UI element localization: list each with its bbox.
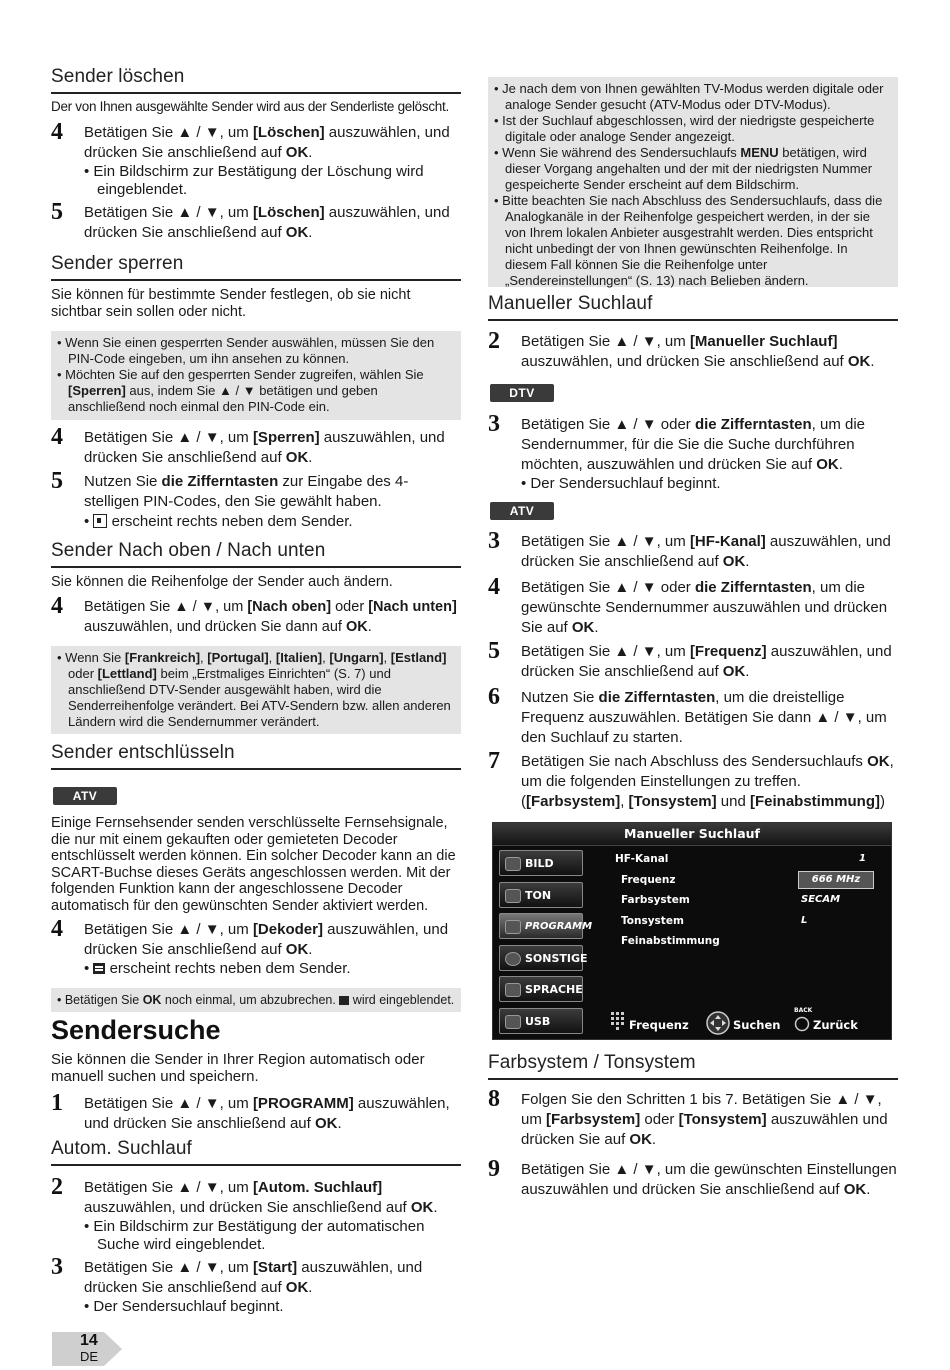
step-7-atv: 7 Betätigen Sie nach Abschluss des Sendersuchlaufs OK, um die folgenden Einstellungen zu treffen. ([Farbsystem], [Tonsystem] und [Feinabstimmung]) bbox=[488, 748, 894, 810]
intro-sender-loeschen: Der von Ihnen ausgewählte Sender wird aus der Senderliste gelöscht. bbox=[51, 99, 449, 114]
bullet-loeschen-bestaetigung: • Ein Bildschirm zur Bestätigung der Löschung wird eingeblendet. bbox=[84, 163, 424, 198]
channel-icon bbox=[505, 920, 521, 934]
step-3-start: 3 Betätigen Sie ▲ / ▼, um [Start] auszuwählen, und drücken Sie anschließend auf OK. • Der Sendersuchlauf beginnt. bbox=[51, 1258, 461, 1316]
heading-farbsystem: Farbsystem / Tonsystem bbox=[488, 1052, 898, 1080]
heading-autom-suchlauf: Autom. Suchlauf bbox=[51, 1138, 461, 1166]
tv-settings-panel bbox=[593, 850, 883, 1008]
note-sperren: • Wenn Sie einen gesperrten Sender auswählen, müssen Sie den PIN-Code eingeben, um ihn ansehen zu können. • Möchten Sie auf den gesperrten Sender zugreifen, wählen Sie [Sperren] aus, indem Sie ▲ / ▼ betätigen und geben anschließend noch einmal den PIN-Code ein. bbox=[51, 331, 461, 420]
step-5-loeschen: 5 Betätigen Sie ▲ / ▼, um [Löschen] auszuwählen, und drücken Sie anschließend auf OK. bbox=[51, 199, 450, 241]
step-9: 9 Betätigen Sie ▲ / ▼, um die gewünschten Einstellungen auszuwählen und drücken Sie anschließend auf OK. bbox=[488, 1156, 897, 1198]
bullet-dtv-suchlauf: • Der Sendersuchlauf beginnt. bbox=[521, 475, 721, 492]
tv-row-tonsystem[interactable]: Tonsystem L bbox=[621, 915, 808, 927]
frequency-value-box[interactable]: 666 MHz bbox=[798, 871, 874, 889]
heading-sender-loeschen: Sender löschen bbox=[51, 66, 461, 94]
decoder-icon-small bbox=[339, 996, 349, 1005]
hint-suchen: Suchen bbox=[733, 1018, 781, 1032]
usb-icon bbox=[505, 1015, 521, 1029]
note-dekoder: • Betätigen Sie OK noch einmal, um abzubrechen. wird eingeblendet. bbox=[51, 988, 461, 1012]
step-4-dekoder: 4 Betätigen Sie ▲ / ▼, um [Dekoder] auszuwählen, und drücken Sie anschließend auf OK. • erscheint rechts neben dem Sender. bbox=[51, 920, 461, 978]
dtv-tag: DTV bbox=[490, 384, 554, 402]
heading-sender-sperren: Sender sperren bbox=[51, 253, 461, 281]
bullet-decoder-icon-line: • erscheint rechts neben dem Sender. bbox=[84, 960, 351, 977]
heading-manueller-suchlauf: Manueller Suchlauf bbox=[488, 293, 898, 321]
page-language: DE bbox=[80, 1349, 99, 1364]
back-icon bbox=[794, 1016, 810, 1035]
intro-sendersuche: Sie können die Sender in Ihrer Region automatisch oder manuell suchen und speichern. bbox=[51, 1051, 425, 1085]
tv-menu-item-bild[interactable]: BILD bbox=[499, 850, 583, 876]
step-4-loeschen: 4 Betätigen Sie ▲ / ▼, um [Löschen] auszuwählen, und drücken Sie anschließend auf OK. • Ein Bildschirm zur Bestätigung der Löschung wird eingeblendet. bbox=[51, 123, 461, 199]
intro-sender-sperren: Sie können für bestimmte Sender festlegen, ob sie nicht sichtbar sein sollen oder nicht. bbox=[51, 287, 411, 320]
step-3-dtv: 3 Betätigen Sie ▲ / ▼ oder die Zifferntasten, um die Sendernummer, für die Sie die Suche durchführen möchten, auszuwählen und drücken Sie auf OK. • Der Sendersuchlauf beginnt. bbox=[488, 415, 898, 493]
tv-menu-item-sprache[interactable]: SPRACHE bbox=[499, 976, 583, 1002]
step-4-sperren: 4 Betätigen Sie ▲ / ▼, um [Sperren] auszuwählen, und drücken Sie anschließend auf OK. bbox=[51, 424, 445, 466]
sound-icon bbox=[505, 889, 521, 903]
language-icon bbox=[505, 983, 521, 997]
tv-side-menu bbox=[499, 850, 593, 1039]
tv-menu-item-programm[interactable]: PROGRAMM bbox=[499, 913, 583, 939]
hint-zurueck: Zurück bbox=[813, 1018, 858, 1032]
page-number: 14 bbox=[80, 1332, 98, 1349]
step-4-nach-oben: 4 Betätigen Sie ▲ / ▼, um [Nach oben] oder [Nach unten] auszuwählen, und drücken Sie dann auf OK. bbox=[51, 593, 457, 635]
tv-menu-item-usb[interactable]: USB bbox=[499, 1008, 583, 1034]
step-2-manuell: 2 Betätigen Sie ▲ / ▼, um [Manueller Suchlauf] auszuwählen, und drücken Sie anschließend auf OK. bbox=[488, 328, 875, 370]
tv-menu-item-sonstige[interactable]: SONSTIGE bbox=[499, 945, 583, 971]
tv-menu-item-ton[interactable]: TON bbox=[499, 882, 583, 908]
lock-icon bbox=[93, 514, 107, 528]
bullet-suchlauf-beginnt: • Der Sendersuchlauf beginnt. bbox=[84, 1298, 284, 1315]
step-6-atv: 6 Nutzen Sie die Zifferntasten, um die dreistellige Frequenz auszuwählen. Betätigen Sie dann ▲ / ▼, um den Suchlauf zu starten. bbox=[488, 684, 887, 746]
numpad-icon bbox=[611, 1012, 625, 1035]
atv-tag-decoder: ATV bbox=[53, 787, 117, 805]
intro-entschluesseln: Einige Fernsehsender senden verschlüsselte Fernsehsignale, die nur mit einem gekauften oder gemieteten Decoder entschlüsselt werden können. Ein solcher Decoder kann an die SCART-Buchse dieses Geräts angeschlossen werden. Mit der folgenden Funktion kann der angeschlossene Decoder automatisch für den gewünschten Sender aktiviert werden. bbox=[51, 815, 456, 914]
tv-footer-hints bbox=[611, 1007, 891, 1037]
heading-sender-entschluesseln: Sender entschlüsseln bbox=[51, 742, 461, 770]
tv-menu-title: Manueller Suchlauf bbox=[493, 823, 891, 846]
step-4-atv: 4 Betätigen Sie ▲ / ▼ oder die Zifferntasten, um die gewünschte Sendernummer auszuwählen und drücken Sie auf OK. bbox=[488, 574, 888, 636]
dpad-icon bbox=[706, 1011, 730, 1038]
intro-sender-nach-oben: Sie können die Reihenfolge der Sender auch ändern. bbox=[51, 574, 393, 590]
bullet-lock-icon-line: • erscheint rechts neben dem Sender. bbox=[84, 513, 353, 530]
step-3-atv: 3 Betätigen Sie ▲ / ▼, um [HF-Kanal] auszuwählen, und drücken Sie anschließend auf OK. bbox=[488, 528, 891, 570]
page-number-badge bbox=[52, 1332, 122, 1366]
bullet-autom-bestaetigung: • Ein Bildschirm zur Bestätigung der automatischen Suche wird eingeblendet. bbox=[84, 1218, 425, 1253]
step-8: 8 Folgen Sie den Schritten 1 bis 7. Betätigen Sie ▲ / ▼, um [Farbsystem] oder [Tonsystem] auszuwählen und drücken Sie auf OK. bbox=[488, 1086, 888, 1148]
tv-row-farbsystem[interactable]: Farbsystem SECAM bbox=[621, 894, 841, 906]
step-5-atv: 5 Betätigen Sie ▲ / ▼, um [Frequenz] auszuwählen, und drücken Sie anschließend auf OK. bbox=[488, 638, 892, 680]
step-2-autom: 2 Betätigen Sie ▲ / ▼, um [Autom. Suchlauf] auszuwählen, und drücken Sie anschließend auf OK. • Ein Bildschirm zur Bestätigung der automatischen Suche wird eingeblendet. bbox=[51, 1178, 461, 1254]
settings-icon bbox=[505, 952, 521, 966]
atv-tag-manuell: ATV bbox=[490, 502, 554, 520]
step-5-sperren: 5 Nutzen Sie die Zifferntasten zur Eingabe des 4-stelligen PIN-Codes, den Sie gewählt haben. • erscheint rechts neben dem Sender. bbox=[51, 472, 461, 531]
step-1-programm: 1 Betätigen Sie ▲ / ▼, um [PROGRAMM] auszuwählen, und drücken Sie anschließend auf OK. bbox=[51, 1090, 450, 1132]
note-reihenfolge: • Wenn Sie [Frankreich], [Portugal], [Italien], [Ungarn], [Estland] oder [Lettland] beim „Erstmaliges Einrichten“ (S. 7) und anschließend DTV-Sender ausgewählt haben, wird die Senderreihenfolge verändert. Bei ATV-Sendern bzw. allen anderen Ländern wird die Sendernummer verändert. bbox=[51, 646, 461, 734]
tv-menu-screenshot bbox=[492, 822, 892, 1040]
tv-row-feinabstimmung[interactable]: Feinabstimmung bbox=[621, 935, 720, 947]
tv-row-frequenz[interactable]: Frequenz 666 MHz bbox=[593, 874, 883, 892]
picture-icon bbox=[505, 857, 521, 871]
heading-sender-nach-oben: Sender Nach oben / Nach unten bbox=[51, 540, 461, 568]
decoder-icon bbox=[93, 963, 105, 974]
hint-frequenz: Frequenz bbox=[629, 1018, 689, 1032]
note-sendersuche: • Je nach dem von Ihnen gewählten TV-Modus werden digitale oder analoge Sender gesucht (ATV-Modus oder DTV-Modus). • Ist der Suchlauf abgeschlossen, wird der niedrigste gespeicherte digitale oder analoge Sender angezeigt. • Wenn Sie während des Sendersuchlaufs MENU betätigen, wird dieser Vorgang angehalten und der mit der niedrigsten Nummer gespeicherte Sender erscheint auf dem Bildschirm. • Bitte beachten Sie nach Abschluss des Sendersuchlaufs, dass die Analogkanäle in der Reihenfolge gespeichert werden, in der sie von Ihrem lokalen Anbieter ausgestrahlt werden. Dies entspricht nicht unbedingt der von Ihnen gewünschten Reihenfolge. In diesem Fall können Sie die Reihenfolge unter „Sendereinstellungen“ (S. 13) nach Belieben ändern. bbox=[488, 77, 898, 287]
back-label-small: BACK bbox=[794, 1007, 813, 1014]
heading-sendersuche: Sendersuche bbox=[51, 1015, 221, 1045]
tv-row-hf-kanal[interactable]: HF-Kanal 1 bbox=[615, 853, 866, 865]
